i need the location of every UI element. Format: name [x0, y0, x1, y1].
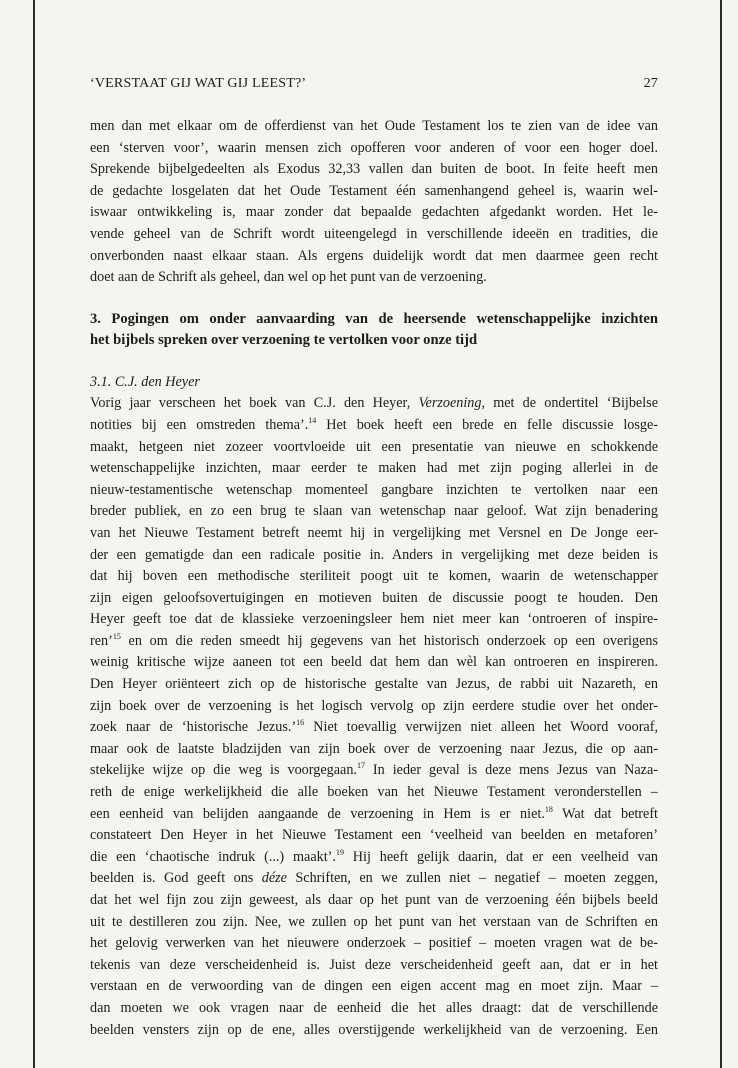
- text-line: onverbonden naast elkaar staan. Als ergens duidelijk wordt dat men daarmee geen recht: [90, 247, 658, 264]
- footnote-ref-18: 18: [544, 804, 553, 814]
- book-title: Verzoening: [418, 395, 482, 412]
- text-run: Wat dat betreft: [552, 805, 658, 822]
- text-run: stekelijke wijze op die weg is voorgegaan.: [90, 762, 357, 779]
- section-heading-3: [90, 309, 658, 352]
- text-run: een eenheid van belijden aangaande de verzoening in Hem is er niet.: [90, 805, 545, 822]
- text-line: [90, 393, 658, 415]
- text-run: Vorig jaar verscheen het boek van C.J. den Heyer,: [90, 395, 419, 412]
- text-line: [90, 415, 658, 437]
- text-line: nieuw-testamentische wetenschap momenteel gangbare inzichten te vertolken naar een: [90, 481, 658, 498]
- text-line: der een gematigde dan een radicale positie in. Anders in vergelijking met deze beiden is: [90, 546, 658, 563]
- footnote-ref-16: 16: [296, 718, 305, 728]
- text-line: verstaan en de verwoording van de dingen een eigen accent mag en moet zijn. Maar –: [90, 978, 658, 995]
- running-title: ‘VERSTAAT GIJ WAT GIJ LEEST?’: [90, 76, 307, 91]
- text-run: , met de ondertitel ‘Bijbelse: [481, 395, 658, 412]
- running-head: [90, 76, 658, 92]
- text-line: wetenschappelijke inzichten, maar eerder te maken had met zijn poging allerlei in de: [90, 460, 658, 477]
- text-run: en om die reden smeedt hij gegevens van het historisch onderzoek op een overigens: [120, 632, 658, 649]
- text-line: maar ook de laatste bladzijden van zijn boek over de verzoening naar Jezus, die op aan-: [90, 740, 658, 757]
- footnote-ref-14: 14: [308, 415, 317, 425]
- text-line: [90, 868, 658, 890]
- text-line: dat het wel fijn zou zijn geweest, als daar op het punt van de verzoening één bijbels beeld: [90, 892, 658, 908]
- text-run: In ieder geval is deze mens Jezus van Naza-: [364, 762, 658, 779]
- text-line: het gelovig verwerken van het nieuwere onderzoek – positief – moeten vragen wat de be-: [90, 935, 658, 952]
- text-line: van het Nieuwe Testament betreft neemt hij in vergelijking met Versnel en De Jonge eer-: [90, 524, 658, 541]
- text-line: [90, 717, 658, 739]
- text-run: Hij heeft gelijk daarin, dat er een veelheid van: [343, 848, 658, 865]
- paragraph-den-heyer: [90, 393, 658, 1041]
- text-line: Heyer geeft toe dat de klassieke verzoeningsleer hem niet meer kan ‘ontroeren of inspire-: [90, 611, 658, 628]
- page-number: 27: [643, 76, 658, 91]
- footnote-ref-19: 19: [335, 847, 344, 857]
- footnote-ref-17: 17: [356, 761, 365, 771]
- subsection-heading-3-1: 3.1. C.J. den Heyer: [90, 373, 200, 390]
- text-line: [90, 847, 658, 869]
- text-line: [90, 760, 658, 782]
- text-run: Het boek heeft een brede en felle discussie losge-: [316, 416, 658, 433]
- text-line: beelden vensters zijn op de ene, alles overstijgende werkelijkheid van de verzoening. Een: [90, 1021, 658, 1038]
- text-run: ren’: [90, 632, 113, 649]
- book-page: [90, 76, 658, 1041]
- text-line: dan moeten we ook vragen naar de eenheid die het alles draagt: dat de verschillende: [90, 999, 658, 1016]
- text-line: Sprekende bijbelgedeelten als Exodus 32,33 vallen dan buiten de boot. In feite heeft men: [90, 161, 658, 178]
- text-run: Schriften, en we zullen niet – negatief – moeten zeggen,: [286, 870, 658, 887]
- text-line: zijn boek over de verzoening is het logisch vervolg op zijn eerdere studie over het onder-: [90, 697, 658, 714]
- scan-left-edge: [33, 0, 35, 1068]
- text-run: notities bij een omstreden thema’.: [90, 416, 309, 433]
- text-line: vende geheel van de Schrift wordt uiteengelegd in verschillende ideeën en tradities, die: [90, 225, 658, 242]
- scan-right-edge: [720, 0, 722, 1068]
- text-line: iswaar ontwikkeling is, maar zonder dat bepaalde gedachten afgedankt worden. Het le-: [90, 204, 658, 221]
- text-line: dat hij boven een methodische steriliteit poogt uit te komen, waarin de wetenschapper: [90, 568, 658, 585]
- text-line: constateert Den Heyer in het Nieuwe Testament een ‘veelheid van beelden en metaforen’: [90, 827, 658, 844]
- heading-line: 3. Pogingen om onder aanvaarding van de heersende wetenschappelijke inzichten: [90, 310, 658, 327]
- text-line: zijn eigen geloofsovertuigingen en motieven buiten de discussie poogt te houden. Den: [90, 589, 658, 606]
- text-line: [90, 804, 658, 826]
- text-line: weinig kritische wijze aaneen tot een beeld dat hem dan wèl kan ontroeren en inspireren.: [90, 654, 658, 671]
- text-line: Den Heyer oriënteert zich op de historische gestalte van Jezus, de rabbi uit Nazareth, en: [90, 676, 658, 693]
- text-run: Niet toevallig verwijzen niet alleen het Woord vooraf,: [304, 719, 658, 736]
- text-line: breder publiek, en zo een brug te slaan van wetenschap naar geloof. Wat zijn benadering: [90, 503, 658, 520]
- text-run: beelden is. God geeft ons: [90, 870, 262, 887]
- text-line: de gedachte losgelaten dat het Oude Testament één samenhangend geheel is, waarin wel-: [90, 182, 658, 199]
- text-line: reth de enige werkelijkheid die alle boeken van het Nieuwe Testament veronderstellen –: [90, 784, 658, 801]
- text-line: tekenis van deze verscheidenheid is. Juist deze verscheidenheid geeft aan, dat er in het: [90, 956, 658, 973]
- text-line: men dan met elkaar om de offerdienst van het Oude Testament los te zien van de idee van: [90, 118, 658, 134]
- text-run: zoek naar de ‘historische Jezus.’: [90, 719, 297, 736]
- text-run: die een ‘chaotische indruk (...) maakt’.: [90, 848, 336, 865]
- text-line: een ‘sterven voor’, waarin mensen zich opofferen voor anderen of voor een hoger doel.: [90, 139, 658, 156]
- paragraph-offerdienst: [90, 116, 658, 289]
- emphasis: déze: [261, 870, 287, 887]
- text-line: [90, 631, 658, 653]
- footnote-ref-15: 15: [112, 631, 121, 641]
- text-line: maakt, hetgeen niet zozeer voortvloeide uit een presentatie van nieuwe en schokkende: [90, 438, 658, 455]
- text-line: doet aan de Schrift als geheel, dan wel op het punt van de verzoening.: [90, 269, 487, 286]
- text-line: uit te destilleren zou zijn. Nee, we zullen op het punt van het verstaan van de Schriften en: [90, 913, 658, 930]
- heading-line: het bijbels spreken over verzoening te vertolken voor onze tijd: [90, 332, 478, 349]
